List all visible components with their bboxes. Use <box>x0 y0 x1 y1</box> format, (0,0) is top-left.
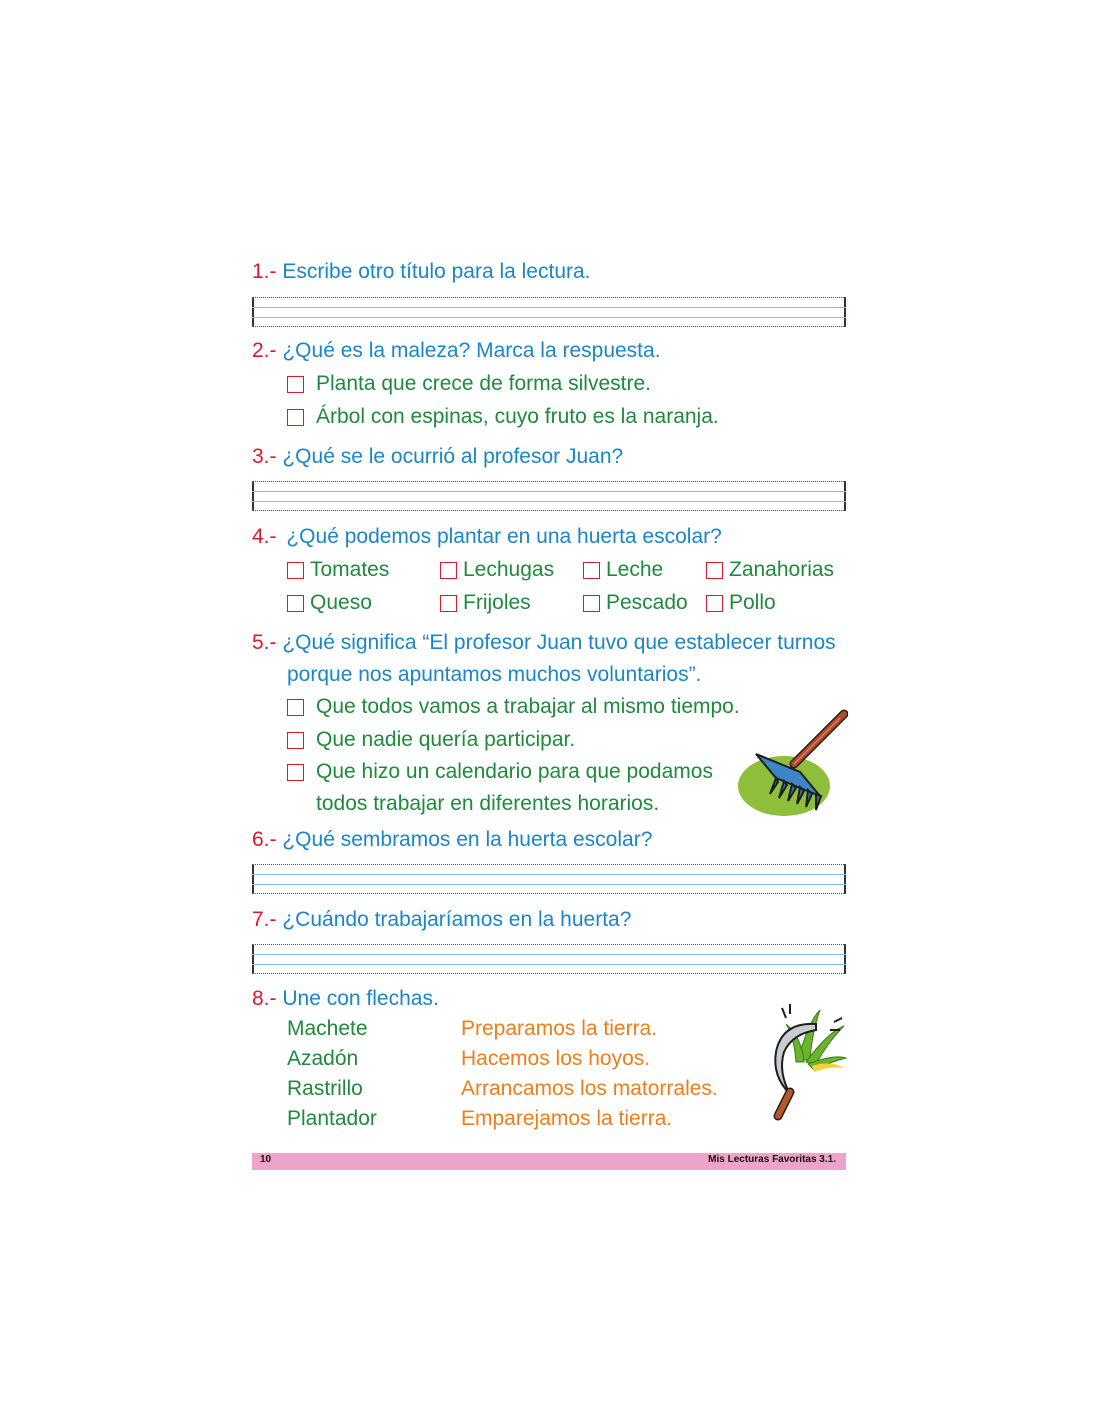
question-number: 3.- <box>252 445 277 468</box>
checkbox[interactable] <box>287 376 304 393</box>
option-label: Pollo <box>729 591 776 614</box>
option-item[interactable] <box>583 591 688 615</box>
question-text: ¿Qué se le ocurrió al profesor Juan? <box>282 445 624 468</box>
answer-lines-7[interactable] <box>252 944 846 974</box>
question-number: 4.- <box>252 525 277 548</box>
tool-name[interactable]: Azadón <box>287 1047 359 1070</box>
tool-name[interactable]: Plantador <box>287 1107 377 1130</box>
option-item[interactable] <box>583 558 663 582</box>
question-number: 2.- <box>252 339 277 362</box>
option-item[interactable] <box>440 591 531 615</box>
rake-icon <box>736 708 848 824</box>
option-item[interactable] <box>287 372 651 396</box>
question-number: 6.- <box>252 828 277 851</box>
option-label: Zanahorias <box>729 558 835 581</box>
question-text: Une con flechas. <box>282 987 439 1010</box>
option-item[interactable] <box>287 558 389 582</box>
tool-name[interactable]: Rastrillo <box>287 1077 363 1100</box>
question-text: ¿Qué sembramos en la huerta escolar? <box>282 828 653 851</box>
question-6 <box>252 828 652 852</box>
option-item[interactable] <box>287 760 713 784</box>
question-number: 1.- <box>252 260 277 283</box>
book-title: Mis Lecturas Favoritas 3.1. <box>708 1154 836 1165</box>
question-7 <box>252 908 631 932</box>
checkbox[interactable] <box>440 562 457 579</box>
action-text[interactable]: Hacemos los hoyos. <box>461 1047 651 1070</box>
option-label: Pescado <box>606 591 688 614</box>
question-8 <box>252 987 439 1011</box>
question-text: ¿Qué significa “El profesor Juan tuvo que establecer turnos <box>282 631 836 654</box>
checkbox[interactable] <box>287 595 304 612</box>
checkbox[interactable] <box>440 595 457 612</box>
option-label: Planta que crece de forma silvestre. <box>316 372 651 395</box>
sickle-icon <box>768 1002 848 1122</box>
tool-name[interactable]: Machete <box>287 1017 368 1040</box>
option-label: Frijoles <box>463 591 531 614</box>
checkbox[interactable] <box>583 595 600 612</box>
option-label: Leche <box>606 558 664 581</box>
action-text[interactable]: Arrancamos los matorrales. <box>461 1077 718 1100</box>
action-text[interactable]: Preparamos la tierra. <box>461 1017 658 1040</box>
question-text: ¿Qué es la maleza? Marca la respuesta. <box>282 339 661 362</box>
question-number: 8.- <box>252 987 277 1010</box>
question-4 <box>252 525 722 549</box>
option-label: Árbol con espinas, cuyo fruto es la naranja. <box>316 405 719 428</box>
answer-lines-6[interactable] <box>252 864 846 894</box>
option-item[interactable] <box>287 405 719 429</box>
checkbox[interactable] <box>706 595 723 612</box>
option-item[interactable] <box>440 558 554 582</box>
page-footer <box>252 1153 846 1170</box>
question-number: 7.- <box>252 908 277 931</box>
checkbox[interactable] <box>287 764 304 781</box>
question-1 <box>252 260 591 284</box>
option-label: Que nadie quería participar. <box>316 728 576 751</box>
checkbox[interactable] <box>287 409 304 426</box>
question-text: ¿Cuándo trabajaríamos en la huerta? <box>282 908 632 931</box>
option-label: Queso <box>310 591 372 614</box>
option-label: Lechugas <box>463 558 555 581</box>
option-item[interactable] <box>287 695 740 719</box>
question-text-continued: porque nos apuntamos muchos voluntarios”. <box>287 663 702 686</box>
question-number: 5.- <box>252 631 277 654</box>
option-item[interactable] <box>706 558 834 582</box>
question-5 <box>252 631 836 655</box>
option-item[interactable] <box>287 591 372 615</box>
option-item[interactable] <box>706 591 776 615</box>
checkbox[interactable] <box>287 732 304 749</box>
question-text: Escribe otro título para la lectura. <box>282 260 591 283</box>
page-number: 10 <box>260 1154 272 1165</box>
option-label: Que todos vamos a trabajar al mismo tiempo. <box>316 695 740 718</box>
action-text[interactable]: Emparejamos la tierra. <box>461 1107 673 1130</box>
option-label-continued: todos trabajar en diferentes horarios. <box>316 792 660 815</box>
question-2 <box>252 339 661 363</box>
checkbox[interactable] <box>583 562 600 579</box>
checkbox[interactable] <box>706 562 723 579</box>
answer-lines-3[interactable] <box>252 481 846 511</box>
question-3 <box>252 445 623 469</box>
checkbox[interactable] <box>287 699 304 716</box>
checkbox[interactable] <box>287 562 304 579</box>
answer-lines-1[interactable] <box>252 297 846 327</box>
option-label: Que hizo un calendario para que podamos <box>316 760 713 783</box>
question-text: ¿Qué podemos plantar en una huerta escolar? <box>286 525 722 548</box>
option-label: Tomates <box>310 558 390 581</box>
option-item[interactable] <box>287 728 575 752</box>
